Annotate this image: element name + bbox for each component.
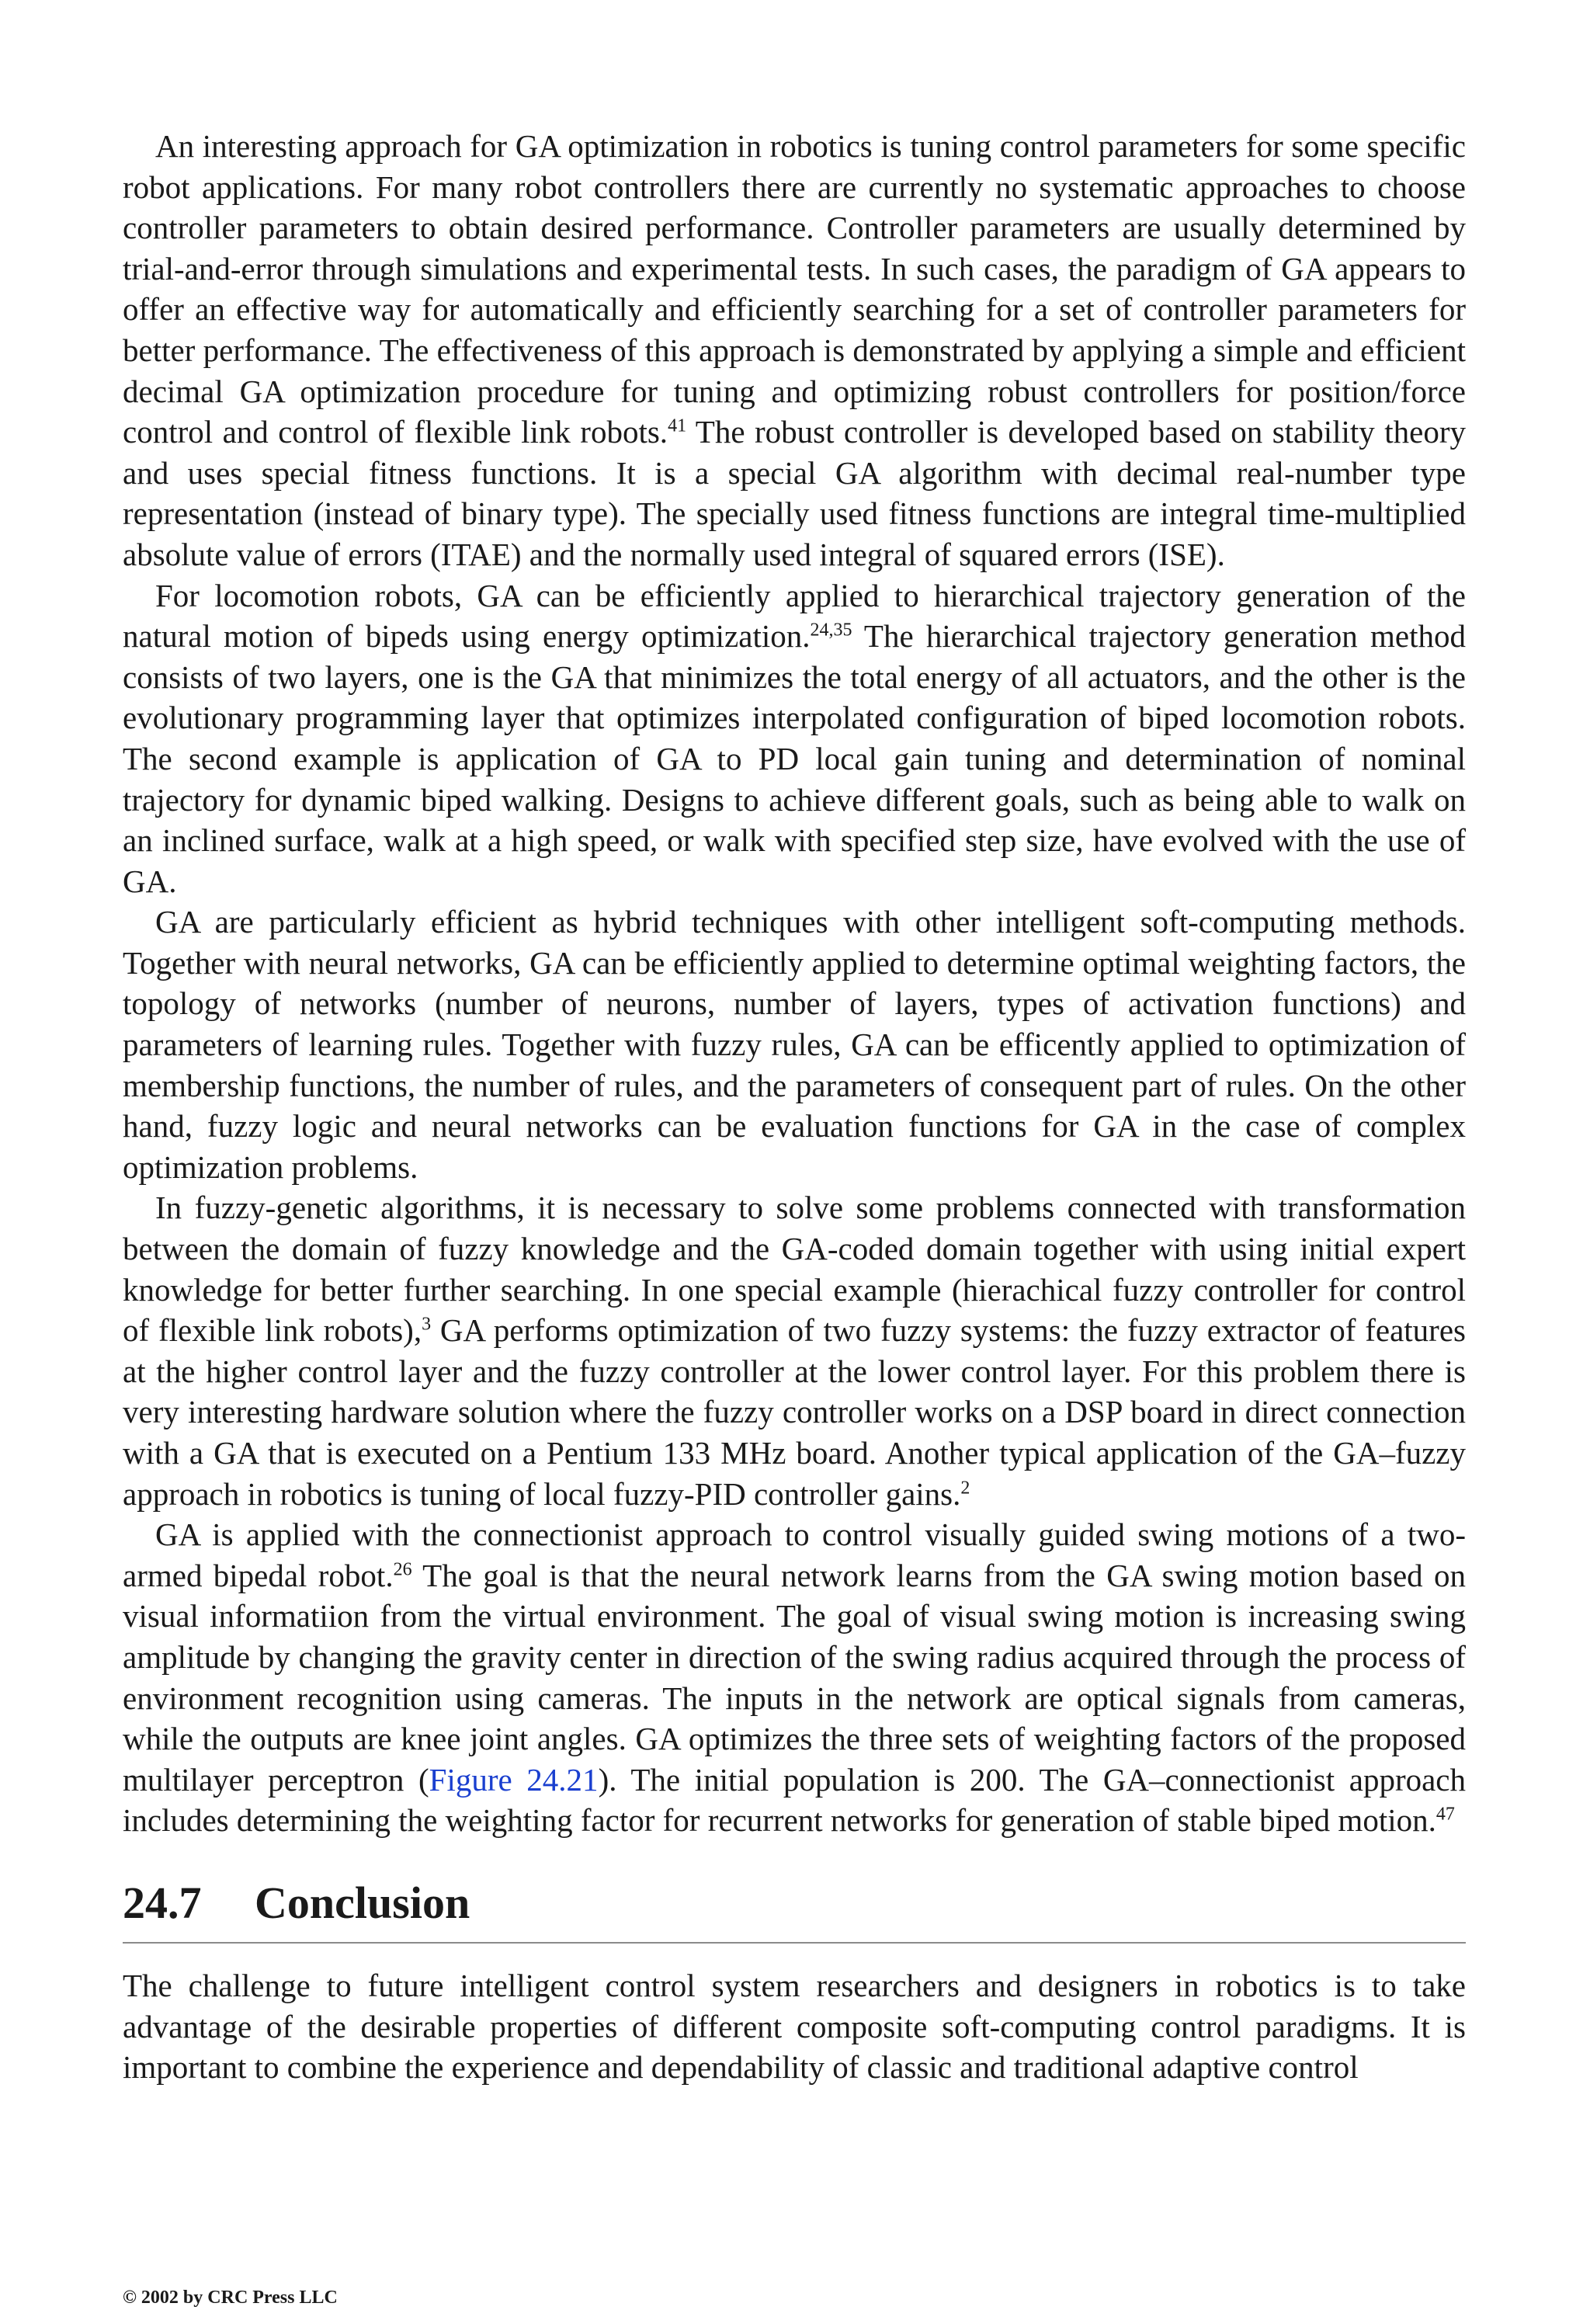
paragraph-text: GA is applied with the connectionist approach to control visually guided swing motions of a two-armed bipedal robot. [123,1516,1466,1593]
citation-ref[interactable]: 41 [668,415,687,436]
paragraph-text: GA are particularly efficient as hybrid techniques with other intelligent soft-computing methods. Together with neural networks, GA can be efficiently applied to determine optimal weighting factors, the topology of networks (number of neurons, number of layers, types of activation functions) and parameters of learning rules. Together with fuzzy rules, GA can be efficently applied to optimization of membership functions, the number of rules, and the parameters of consequent part of rules. On the other hand, fuzzy logic and neural networks can be evaluation functions for GA in the case of complex optimization problems. [123,904,1466,1185]
paragraph-text: For locomotion robots, GA can be efficiently applied to hierarchical trajectory generation of the natural motion of bipeds using energy optimization. [123,577,1466,655]
paragraph-text: The goal is that the neural network learns from the GA swing motion based on visual informatiion from the virtual environment. The goal of visual swing motion is increasing swing amplitude by changing the gravity center in direction of the swing radius acquired through the process of environment recognition using cameras. The inputs in the network are optical signals from cameras, while the outputs are knee joint angles. GA optimizes the three sets of weighting factors of the proposed multilayer perceptron ( [123,1557,1466,1798]
section-title: Conclusion [255,1877,470,1928]
citation-ref[interactable]: 26 [393,1559,412,1580]
citation-ref[interactable]: 47 [1436,1804,1455,1825]
paragraph-ga-tuning [123,126,1466,575]
paragraph-conclusion: The challenge to future intelligent control system researchers and designers in robotics is to take advantage of the desirable properties of different composite soft-computing control paradigms. It is important to combine the experience and dependability of classic and traditional adaptive control [123,1967,1466,2086]
paragraph-text: The robust controller is developed based on stability theory and uses special fitness functions. It is a special GA algorithm with decimal real-number type representation (instead of binary type). The specially used fitness functions are integral time-multiplied absolute value of errors (ITAE) and the normally used integral of squared errors (ISE). [123,414,1466,572]
citation-ref[interactable]: 2 [960,1477,970,1498]
paragraph-locomotion [123,575,1466,902]
paragraph-text: ). The initial population is 200. The GA–connectionist approach includes determining the weighting factor for recurrent networks for generation of stable biped motion. [123,1761,1466,1839]
paragraph-hybrid [123,901,1466,1187]
figure-link[interactable]: Figure 24.21 [429,1761,599,1798]
section-number: 24.7 [123,1877,202,1928]
section-heading [123,1875,1466,1944]
paragraph-text: In fuzzy-genetic algorithms, it is necessary to solve some problems connected with transformation between the domain of fuzzy knowledge and the GA-coded domain together with using initial expert knowledge for better further searching. In one special example (hierachical fuzzy controller for control of flexible link robots), [123,1190,1466,1349]
paragraph-text: GA performs optimization of two fuzzy systems: the fuzzy extractor of features at the higher control layer and the fuzzy controller at the lower control layer. For this problem there is very interesting hardware solution where the fuzzy controller works on a DSP board in direct connection with a GA that is executed on a Pentium 133 MHz board. Another typical application of the GA–fuzzy approach in robotics is tuning of local fuzzy-PID controller gains. [123,1312,1466,1512]
paragraph-text: An interesting approach for GA optimization in robotics is tuning control parameters for some specific robot applications. For many robot controllers there are currently no systematic approaches to choose controller parameters to obtain desired performance. Controller parameters are usually determined by trial-and-error through simulations and experimental tests. In such cases, the paradigm of GA appears to offer an effective way for automatically and efficiently searching for a set of controller parameters for better performance. The effectiveness of this approach is demonstrated by applying a simple and efficient decimal GA optimization procedure for tuning and optimizing robust controllers for position/force control and control of flexible link robots. [123,128,1466,450]
paragraph-fuzzy-genetic [123,1187,1466,1514]
copyright-footer: © 2002 by CRC Press LLC [123,2288,338,2308]
citation-ref[interactable]: 3 [422,1314,432,1335]
citation-ref[interactable]: 24,35 [810,620,852,641]
paragraph-connectionist [123,1514,1466,1841]
paragraph-text: The hierarchical trajectory generation method consists of two layers, one is the GA that minimizes the total energy of all actuators, and the other is the evolutionary programming layer that optimizes interpolated configuration of biped locomotion robots. The second example is application of GA to PD local gain tuning and determination of nominal trajectory for dynamic biped walking. Designs to achieve different goals, such as being able to walk on an inclined surface, walk at a high speed, or walk with specified step size, have evolved with the use of GA. [123,618,1466,899]
page-content [123,126,1466,2088]
